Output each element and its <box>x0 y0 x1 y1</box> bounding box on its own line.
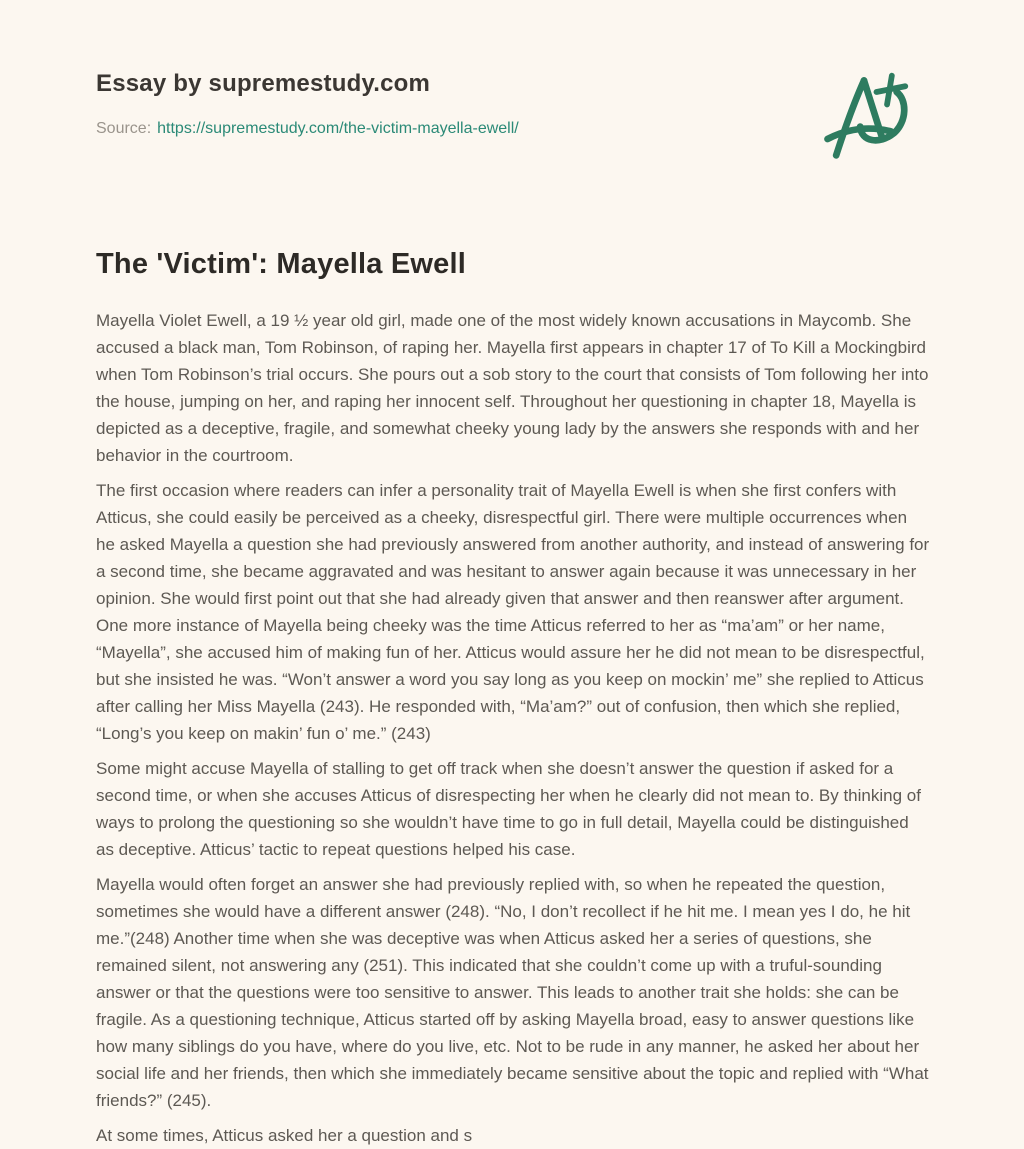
source-link[interactable]: https://supremestudy.com/the-victim-mayella-ewell/ <box>157 120 519 137</box>
source-row <box>96 120 930 138</box>
essay-paragraph: Mayella Violet Ewell, a 19 ½ year old girl, made one of the most widely known accusations in Maycomb. She accused a black man, Tom Robinson, of raping her. Mayella first appears in chapter 17 of To Kill a Mockingbird when Tom Robinson’s trial occurs. She pours out a sob story to the court that consists of Tom following her into the house, jumping on her, and raping her innocent self. Throughout her questioning in chapter 18, Mayella is depicted as a deceptive, fragile, and somewhat cheeky young lady by the answers she responds with and her behavior in the courtroom. <box>96 311 929 465</box>
essay-title: The 'Victim': Mayella Ewell <box>96 248 467 280</box>
logo <box>816 68 912 164</box>
essay-paragraph: The first occasion where readers can infer a personality trait of Mayella Ewell is when she first confers with Atticus, she could easily be perceived as a cheeky, disrespectful girl. There were multiple occurrences when he asked Mayella a question she had previously answered from another authority, and instead of answering for a second time, she became aggravated and was hesitant to answer again because it was unnecessary in her opinion. She would first point out that she had already given that answer and then reanswer after argument. One more instance of Mayella being cheeky was the time Atticus referred to her as “ma’am” or her name, “Mayella”, she accused him of making fun of her. Atticus would assure her he did not mean to be disrespectful, but she insisted he was. “Won’t answer a word you say long as you keep on mockin’ me” she replied to Atticus after calling her Miss Mayella (243). He responded with, “Ma’am?” out of confusion, then which she replied, “Long’s you keep on makin’ fun o’ me.” (243) <box>96 481 930 743</box>
essay-body <box>96 307 930 1149</box>
site-heading: Essay by supremestudy.com <box>96 70 431 97</box>
essay-paragraph: Mayella would often forget an answer she had previously replied with, so when he repeated the question, sometimes she would have a different answer (248). “No, I don’t recollect if he hit me. I mean yes I do, he hit me.”(248) Another time when she was deceptive was when Atticus asked her a series of questions, she remained silent, not answering any (251). This indicated that she couldn’t come up with a truful-sounding answer or that the questions were too sensitive to answer. This leads to another trait she holds: she can be fragile. As a questioning technique, Atticus started off by asking Mayella broad, easy to answer questions like how many siblings do you have, where do you live, etc. Not to be rude in any manner, he asked her about her social life and her friends, then which she immediately became sensitive about the topic and replied with “What friends?” (245). <box>96 875 929 1110</box>
essay-paragraph: Some might accuse Mayella of stalling to get off track when she doesn’t answer the question if asked for a second time, or when she accuses Atticus of disrespecting her when he clearly did not mean to. By thinking of ways to prolong the questioning so she wouldn’t have time to go in full detail, Mayella could be distinguished as deceptive. Atticus’ tactic to repeat questions helped his case. <box>96 759 921 859</box>
source-label: Source: <box>96 120 152 137</box>
a-plus-logo-icon <box>816 68 912 164</box>
header <box>96 70 930 138</box>
essay <box>96 248 930 1149</box>
essay-paragraph: At some times, Atticus asked her a question and s <box>96 1126 473 1145</box>
